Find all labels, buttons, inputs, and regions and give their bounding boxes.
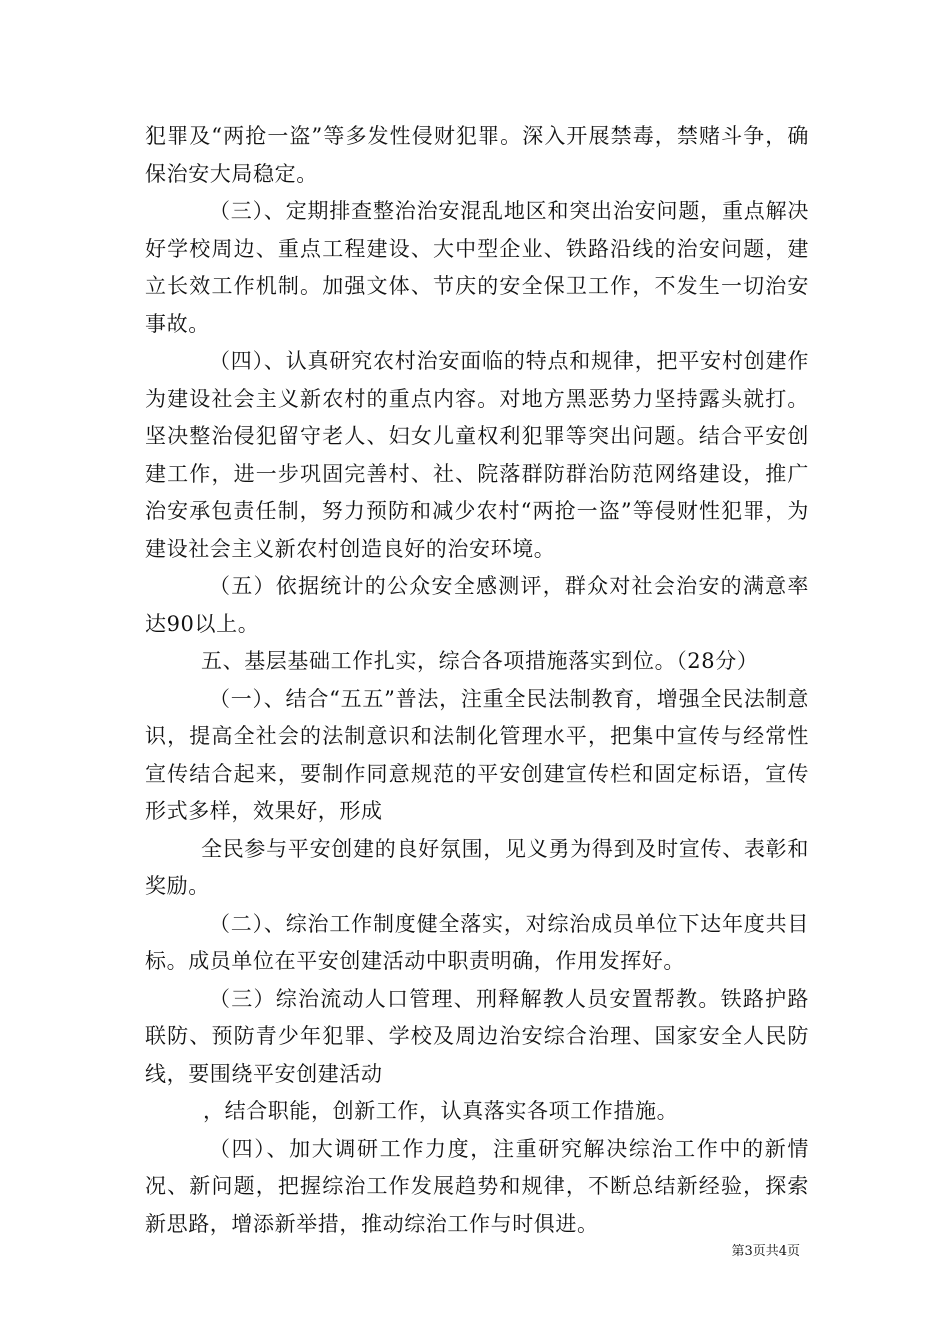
paragraph-item-5: （五）依据统计的公众安全感测评，群众对社会治安的满意率达90以上。	[145, 574, 809, 636]
paragraph-item-4: （四）、认真研究农村治安面临的特点和规律，把平安村创建作为建设社会主义新农村的重点内容。对地方黑恶势力坚持露头就打。坚决整治侵犯留守老人、妇女儿童权利犯罪等突出问题。结合平安创建工作，进一步巩固完善村、社、院落群防群治防范网络建设，推广治安承包责任制，努力预防和减少农村“两抢一盗”等侵财性犯罪，为建设社会主义新农村创造良好的治安环境。	[145, 349, 809, 561]
paragraph-subitem-4: （四）、加大调研工作力度，注重研究解决综治工作中的新情况、新问题，把握综治工作发展趋势和规律，不断总结新经验，探索新思路，增添新举措，推动综治工作与时俱进。	[145, 1136, 809, 1236]
paragraph-subitem-1: （一）、结合“五五”普法，注重全民法制教育，增强全民法制意识，提高全社会的法制意识和法制化管理水平，把集中宣传与经常性宣传结合起来，要制作同意规范的平安创建宣传栏和固定标语，宣传形式多样，效果好，形成	[145, 686, 809, 823]
paragraph-subitem-3: （三）综治流动人口管理、刑释解教人员安置帮教。铁路护路联防、预防青少年犯罪、学校及周边治安综合治理、国家安全人民防线，要围绕平安创建活动	[145, 986, 809, 1086]
paragraph-subitem-3-continued: ，结合职能，创新工作，认真落实各项工作措施。	[203, 1099, 679, 1123]
paragraph-subitem-1-continued: 全民参与平安创建的良好氛围，见义勇为得到及时宣传、表彰和奖励。	[145, 836, 809, 898]
paragraph-subitem-2: （二）、综治工作制度健全落实，对综治成员单位下达年度共目标。成员单位在平安创建活动中职责明确，作用发挥好。	[145, 911, 809, 973]
document-body	[145, 118, 809, 1243]
section-heading-5: 五、基层基础工作扎实，综合各项措施落实到位。（28分）	[201, 649, 759, 673]
paragraph-item-3: （三）、定期排查整治治安混乱地区和突出治安问题，重点解决好学校周边、重点工程建设、大中型企业、铁路沿线的治安问题，建立长效工作机制。加强文体、节庆的安全保卫工作，不发生一切治安事故。	[145, 199, 809, 336]
paragraph-continuation: 犯罪及“两抢一盗”等多发性侵财犯罪。深入开展禁毒，禁赌斗争，确保治安大局稳定。	[145, 124, 809, 186]
page-number-footer: 第3页共4页	[731, 1244, 800, 1259]
